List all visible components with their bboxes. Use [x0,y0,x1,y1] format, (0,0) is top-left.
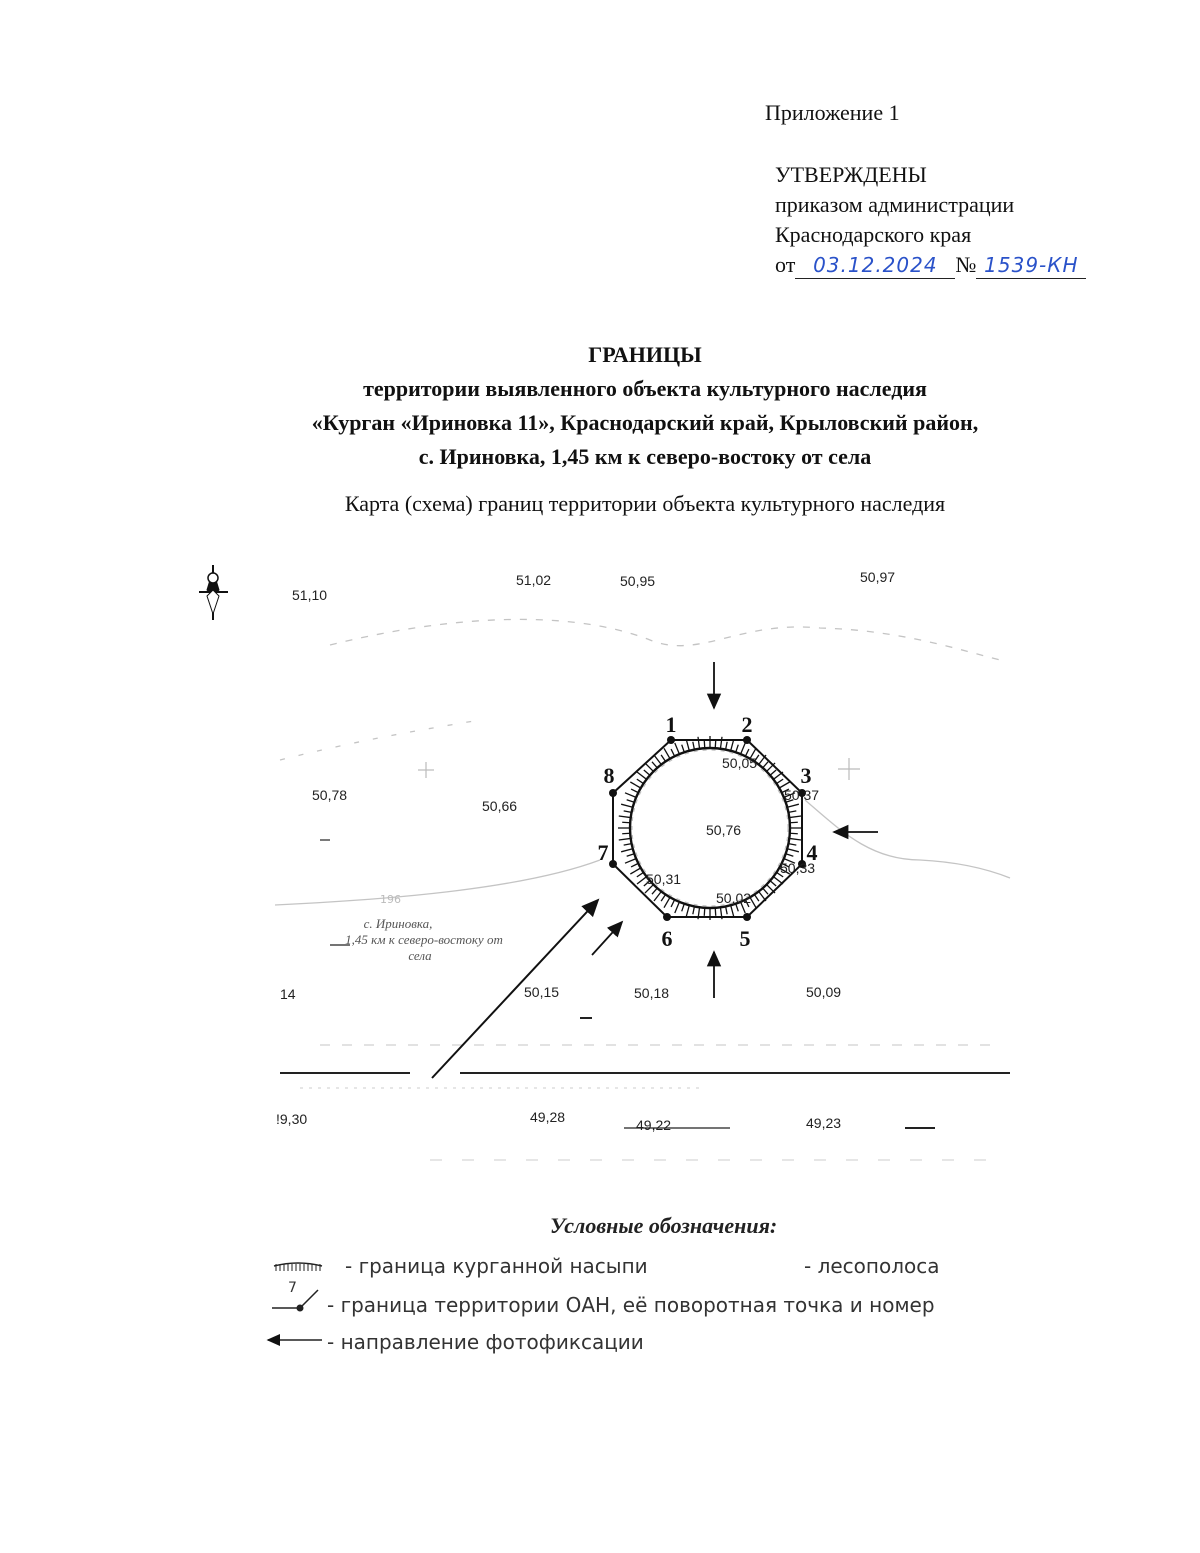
mound-hachure [731,905,734,917]
mound-hachure [675,743,680,754]
mound-hachure [637,772,647,779]
contour-label: 196 [380,893,401,906]
mound-hachure [637,779,644,783]
turning-point [743,913,751,921]
mound-hachure [661,895,665,902]
mound-hachure [790,822,798,823]
point-number: 6 [661,926,673,951]
mound-hachure [622,833,630,834]
mound-hachure [637,872,644,876]
village-pointer-arrow [432,900,598,1078]
elevation-mark: 50,33 [780,860,816,876]
mound-hachure [726,906,728,914]
mound-hachure [788,811,796,813]
title-line-3: «Курган «Ириновка 11», Краснодарский край, Крыловский район, [311,410,979,435]
elevation-mark: 50,66 [482,798,518,814]
road-lines [280,840,1010,1128]
elevation-mark: !9,30 [276,1111,308,1127]
elevation-mark: 49,23 [806,1115,842,1131]
turning-point [667,736,675,744]
mound-hachure [770,770,776,775]
contour-lines [275,619,1010,1160]
mound-hachure [715,740,716,748]
mound-hachure [686,905,689,917]
elevation-mark: 51,02 [516,572,552,588]
title-line-1: ГРАНИЦЫ [588,342,702,367]
mound-hachure [652,888,657,894]
elevation-mark: 50,15 [524,984,560,1000]
elevation-mark: 49,28 [530,1109,566,1125]
legend-title: Условные обозначения: [550,1213,778,1238]
legend-boundary-text: - граница территории ОАН, её поворотная точка и номер [327,1293,935,1317]
turning-point [609,789,617,797]
mound-hachure [671,749,675,756]
mound-hachure [654,891,661,901]
title-line-4: с. Ириновка, 1,45 км к северо-востоку от села [418,444,872,469]
mound-hachure [619,838,631,840]
mound-hachure [622,822,630,823]
elevation-mark: 50,97 [860,569,896,585]
turning-point [609,860,617,868]
point-number: 3 [800,763,812,788]
mound-hachure [619,816,631,818]
appendix-label: Приложение 1 [765,100,900,125]
turning-point [743,736,751,744]
elevation-mark: 14 [280,986,296,1002]
mound-hachure [693,906,695,914]
legend-forest-text: - лесополоса [804,1254,940,1278]
elevation-mark: 50,78 [312,787,348,803]
elevation-mark: 50,76 [706,822,742,838]
elevation-mark: 50,09 [806,984,842,1000]
mound-hachure [625,859,636,864]
mound-hachure [715,908,716,916]
village-label-line-3: села [408,948,432,963]
mound-hachure [720,737,722,749]
legend-point-number: 7 [288,1280,297,1296]
mound-hachure [682,904,685,912]
point-number: 8 [603,763,615,788]
order-date: 03.12.2024 [795,252,955,279]
mound-hachure [630,782,640,788]
elevation-mark: 50,31 [646,871,682,887]
mound-hachure [627,800,635,803]
point-number: 5 [739,926,751,951]
mound-hachure [664,897,670,907]
mound-hachure [754,895,758,902]
village-label [345,916,503,963]
photo-arrow-southwest [592,922,622,955]
mound-hachure [763,762,768,768]
mound-hachure [645,763,653,771]
point-number: 7 [597,840,609,865]
mound-hachure [736,745,739,753]
mound-hachure [621,804,633,807]
mound-hachure [652,762,657,768]
mound-hachure [621,849,633,852]
mound-hachure [693,742,695,750]
mound-hachure [726,742,728,750]
mound-hachure [787,849,799,852]
order-line-2: Краснодарского края [775,222,972,247]
mound-hachure [624,811,632,813]
mound-hachure [675,902,680,913]
mound-hachure [664,748,670,758]
mound-hachure [630,868,640,874]
mound-hachure [763,888,768,894]
mound-hachure [788,844,796,846]
mound-hachure [627,854,635,857]
mound-hachure [787,804,799,807]
mound-hachure [624,844,632,846]
title-line-2: территории выявленного объекта культурного наследия [363,376,927,401]
map-subtitle: Карта (схема) границ территории объекта культурного наследия [344,491,946,516]
order-line-1: приказом администрации [775,192,1015,217]
mound-hachure [704,740,705,748]
elevation-mark: 51,10 [292,587,328,603]
elevation-mark: 50,18 [634,985,670,1001]
mound-boundary-icon [274,1263,322,1271]
legend-mound-arc [274,1263,322,1266]
point-number: 4 [806,840,818,865]
number-label: № [955,252,977,277]
elevation-mark: 50,95 [620,573,656,589]
mound-hachure [698,737,700,749]
legend-symbols [268,1263,322,1340]
elevation-mark: 50,05 [722,755,758,771]
mound-hachure [770,881,776,886]
mound-hachure [671,900,675,907]
mound-hachure [790,833,798,834]
mound-hachure [661,755,665,762]
mound-hachure [631,789,638,793]
compass-icon [199,565,228,620]
mound-hachure [789,816,801,818]
mound-hachure [786,854,794,857]
from-label: от [775,252,796,277]
mound-hachure [625,793,636,798]
turning-point [663,913,671,921]
point-number: 2 [741,712,753,737]
legend-mound-text: - граница курганной насыпи [345,1254,648,1278]
point-number: 1 [665,712,677,737]
mound-hachure [654,755,661,765]
elevation-mark: 50,37 [784,787,820,803]
legend-photo-text: - направление фотофиксации [327,1330,644,1354]
mound-hachure [682,745,685,753]
village-label-line-1: с. Ириновка, [363,916,433,931]
mound-hachure [704,908,705,916]
mound-hachure [741,743,746,754]
elevation-mark: 50,02 [716,890,752,906]
approved-heading: УТВЕРЖДЕНЫ [775,162,927,187]
elevation-mark: 49,22 [636,1117,672,1133]
mound-hachure [644,770,650,775]
mound-hachure [631,863,638,867]
village-label-line-2: 1,45 км к северо-востоку от [345,932,503,947]
mound-hachure [777,779,784,783]
order-number: 1539-КН [976,252,1086,279]
mound-hachure [789,838,801,840]
